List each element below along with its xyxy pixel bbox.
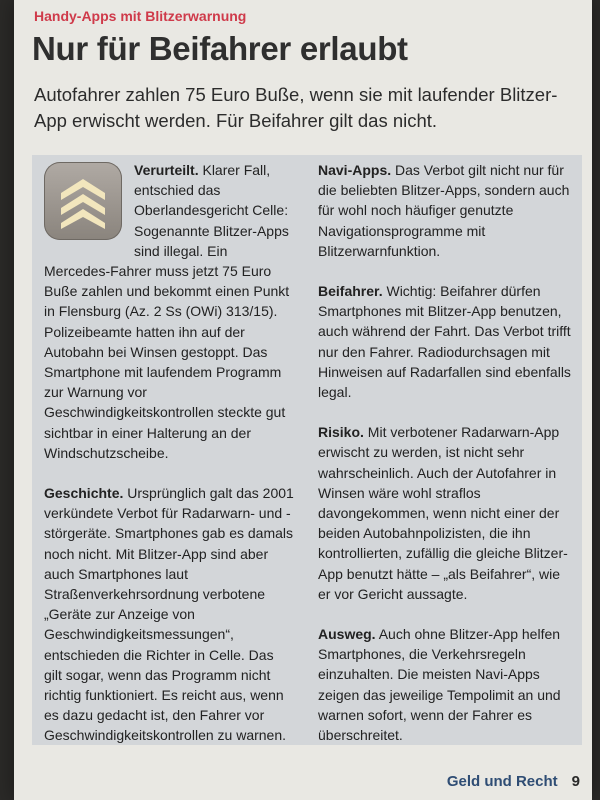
left-column	[44, 160, 294, 766]
paragraph-ausweg	[318, 624, 573, 745]
headline: Nur für Beifahrer erlaubt	[32, 30, 408, 67]
paragraph-lead: Verurteilt.	[134, 162, 199, 178]
paragraph-navi-apps	[318, 160, 573, 261]
magazine-page	[14, 0, 592, 800]
paragraph-risiko	[318, 422, 573, 604]
paragraph-text: Mit verbotener Radarwarn-App erwischt zu werden, ist nicht sehr wahrscheinlich. Auch der Autofahrer in Winsen wäre wohl straflos davongekommen, wenn nicht einer der beiden Autobahnpolizisten, die ihn kontrollierten, zufällig die gleiche Blitzer-App benutzt hätte – „als Beifahrer“, wie er vor Gericht aussagte.	[318, 424, 568, 602]
paragraph-lead: Navi-Apps.	[318, 162, 392, 178]
paragraph-lead: Beifahrer.	[318, 283, 383, 300]
paragraph-text: Auch ohne Blitzer-App helfen Smartphones, die Verkehrsregeln einzuhalten. Die meisten Navi-Apps zeigen das jeweilige Tempolimit an und warnen sofort, wenn der Fahrer es überschreitet.	[318, 626, 561, 744]
paragraph-text: Klarer Fall, entschied das Oberlandesgericht Celle: Sogenannte Blitzer-Apps sind illegal. Ein Mercedes-Fahrer muss jetzt 75 Euro Buße zahlen und bekommt einen Punkt in Flensburg (Az. 2 Ss (OWi) 313/15). Polizeibeamte hatten ihn auf der Autobahn bei Winsen gestoppt. Das Smartphone mit laufendem Programm zur Warnung vor Geschwindigkeitskontrollen steckte gut sichtbar in einer Halterung an der Windschutzscheibe.	[44, 162, 290, 461]
paragraph-lead: Geschichte.	[44, 485, 124, 502]
right-column	[318, 160, 573, 765]
paragraph-beifahrer	[318, 281, 573, 402]
page-footer	[447, 773, 580, 790]
paragraph-geschichte	[44, 483, 294, 746]
paragraph-lead: Risiko.	[318, 424, 364, 441]
footer-section: Geld und Recht	[446, 773, 558, 790]
subhead: Autofahrer zahlen 75 Euro Buße, wenn sie mit laufender Blitzer-App erwischt werden. Für Beifahrer gilt das nicht.	[34, 84, 558, 131]
kicker: Handy-Apps mit Blitzerwarnung	[34, 8, 247, 24]
chevron-up-app-icon	[44, 162, 122, 240]
paragraph-text: Das Verbot gilt nicht nur für die beliebten Blitzer-Apps, sondern auch für wohl noch häufiger genutzte Navigationsprogramme mit Blitzerwarnfunktion.	[318, 162, 570, 259]
paragraph-text: Wichtig: Beifahrer dürfen Smartphones mit Blitzer-App benutzen, auch während der Fahrt. Das Verbot trifft nur den Fahrer. Radiodurchsagen mit Hinweisen auf Radarfallen sind ebenfalls legal.	[318, 283, 571, 401]
page-number: 9	[571, 773, 580, 790]
chevron-up-icon	[53, 171, 113, 231]
paragraph-text: Ursprünglich galt das 2001 verkündete Verbot für Radarwarn- und -störgeräte. Smartphones gab es damals noch nicht. Mit Blitzer-App sind aber auch Smartphones laut Straßenverkehrsordnung verbotene „Geräte zur Anzeige von Geschwindigkeitsmessungen“, entschieden die Richter in Celle. Das gilt sogar, wenn das Programm nicht richtig funktioniert. Es reicht aus, wenn es dazu gedacht ist, den Fahrer vor Geschwindigkeitskontrollen zu warnen.	[44, 485, 294, 744]
paragraph-lead: Ausweg.	[318, 626, 376, 643]
